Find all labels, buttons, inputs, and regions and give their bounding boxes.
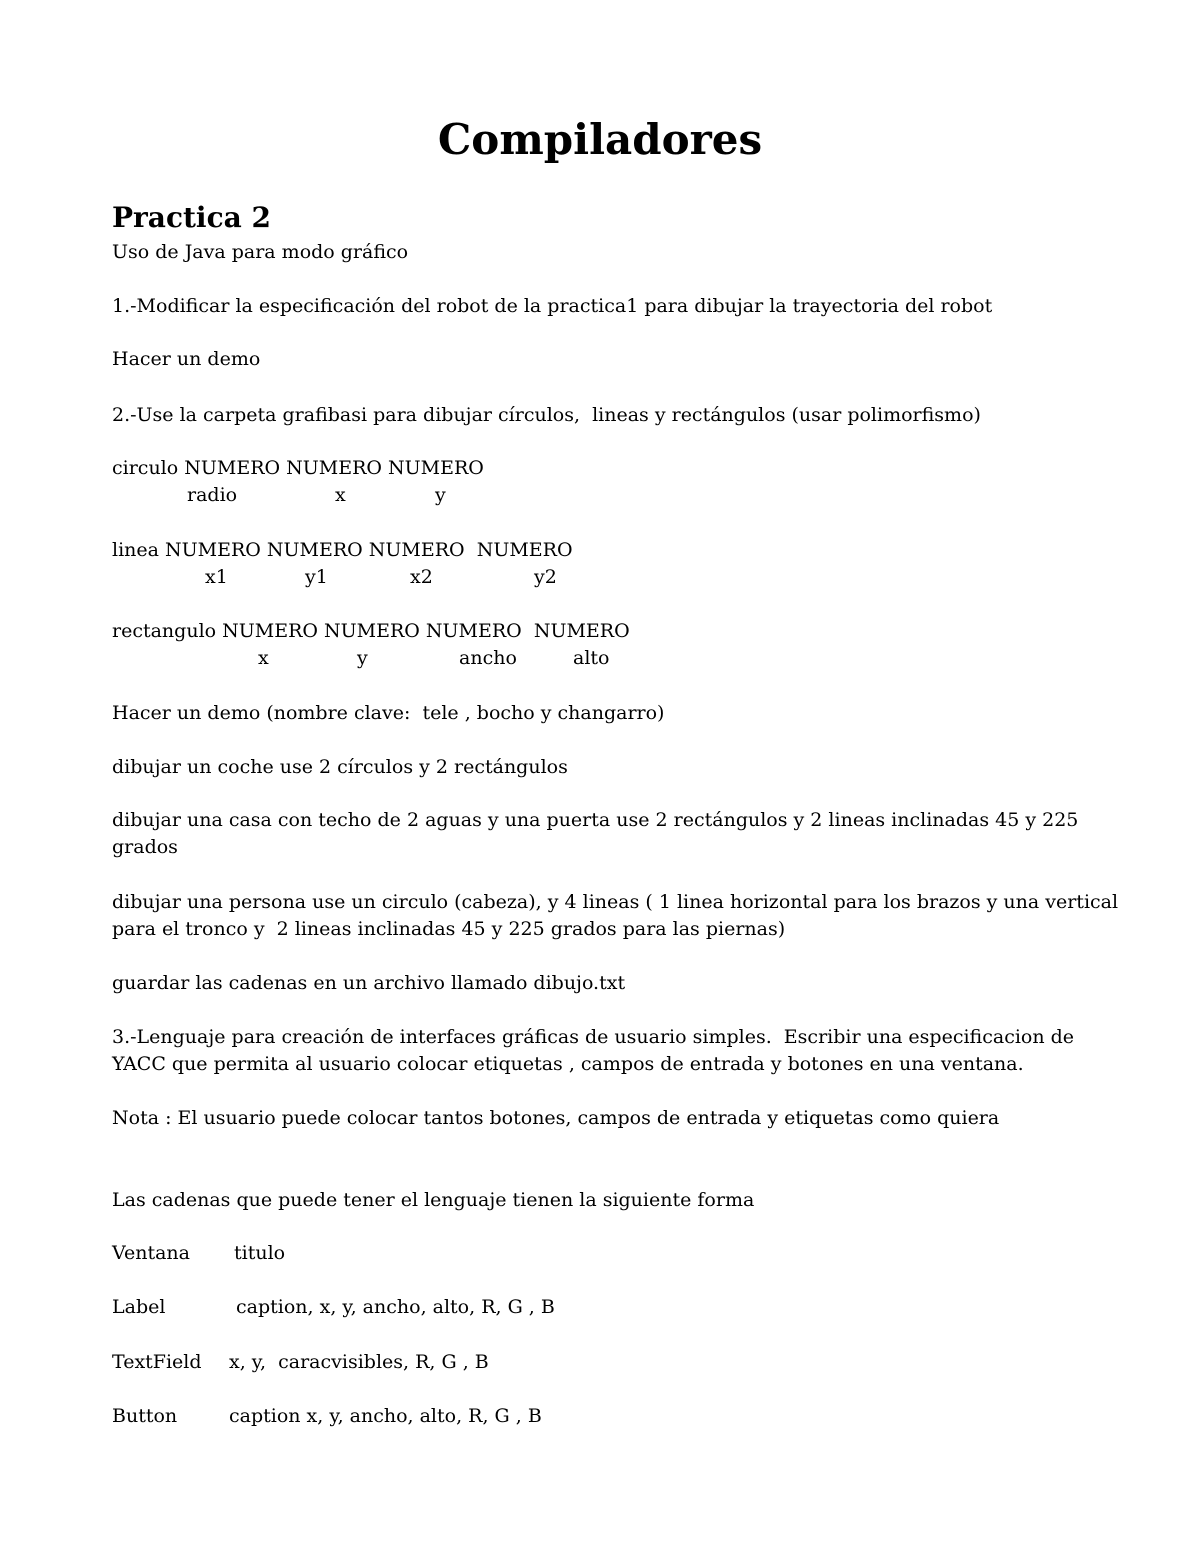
linea-label-y1: y1 (305, 566, 328, 588)
rectangulo-syntax: rectangulo NUMERO NUMERO NUMERO NUMERO (112, 620, 630, 642)
persona-text-line-1: dibujar una persona use un circulo (cabeza), y 4 lineas ( 1 linea horizontal para los brazos y una vertical (112, 891, 1119, 913)
casa-text-line-2: grados (112, 836, 178, 858)
rectangulo-label-y: y (357, 647, 368, 669)
item-2-text: 2.-Use la carpeta grafibasi para dibujar círculos, lineas y rectángulos (usar polimorfismo) (112, 404, 981, 426)
linea-label-x2: x2 (410, 566, 433, 588)
coche-text: dibujar un coche use 2 círculos y 2 rectángulos (112, 756, 568, 778)
persona-text-line-2: para el tronco y 2 lineas inclinadas 45 y 225 grados para las piernas) (112, 918, 786, 940)
grammar-params-button: caption x, y, ancho, alto, R, G , B (229, 1405, 542, 1427)
linea-label-y2: y2 (534, 566, 557, 588)
demo-2-text: Hacer un demo (nombre clave: tele , bocho y changarro) (112, 702, 665, 724)
item-3-text-line-2: YACC que permita al usuario colocar etiquetas , campos de entrada y botones en una ventana. (112, 1053, 1024, 1075)
rectangulo-label-alto: alto (573, 647, 610, 669)
linea-label-x1: x1 (205, 566, 228, 588)
item-1-text: 1.-Modificar la especificación del robot de la practica1 para dibujar la trayectoria del robot (112, 295, 993, 317)
circulo-label-x: x (335, 484, 346, 506)
rectangulo-label-x: x (258, 647, 269, 669)
grammar-keyword-button: Button (112, 1405, 178, 1427)
circulo-label-y: y (435, 484, 446, 506)
grammar-params-label: caption, x, y, ancho, alto, R, G , B (236, 1296, 555, 1318)
page-title: Compiladores (437, 115, 763, 164)
circulo-syntax: circulo NUMERO NUMERO NUMERO (112, 457, 484, 479)
intro-text: Uso de Java para modo gráfico (112, 241, 409, 263)
casa-text-line-1: dibujar una casa con techo de 2 aguas y una puerta use 2 rectángulos y 2 lineas inclinadas 45 y 225 (112, 809, 1079, 831)
grammar-keyword-ventana: Ventana (112, 1242, 190, 1264)
rectangulo-label-ancho: ancho (459, 647, 517, 669)
circulo-label-radio: radio (187, 484, 238, 506)
grammar-params-ventana: titulo (234, 1242, 286, 1264)
item-3-text-line-1: 3.-Lenguaje para creación de interfaces gráficas de usuario simples. Escribir una especificacion de (112, 1026, 1075, 1048)
guardar-text: guardar las cadenas en un archivo llamado dibujo.txt (112, 972, 626, 994)
demo-1-text: Hacer un demo (112, 348, 261, 370)
grammar-keyword-label: Label (112, 1296, 166, 1318)
linea-syntax: linea NUMERO NUMERO NUMERO NUMERO (112, 539, 573, 561)
grammar-params-textfield: x, y, caracvisibles, R, G , B (229, 1351, 489, 1373)
section-heading: Practica 2 (112, 201, 271, 234)
grammar-keyword-textfield: TextField (112, 1351, 202, 1373)
nota-text: Nota : El usuario puede colocar tantos botones, campos de entrada y etiquetas como quiera (112, 1107, 1000, 1129)
cadenas-text: Las cadenas que puede tener el lenguaje tienen la siguiente forma (112, 1189, 755, 1211)
